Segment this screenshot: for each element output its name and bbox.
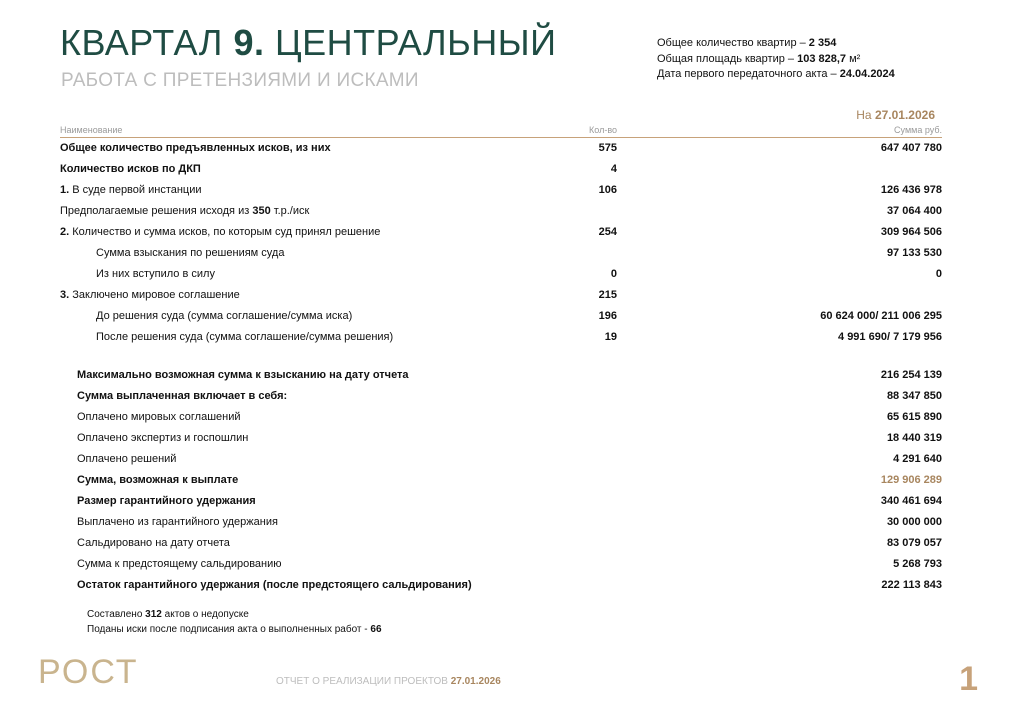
summary-sum: 18 440 319 [886,432,942,444]
page-title [60,22,557,64]
row-label: До решения суда (сумма соглашение/сумма иска) [96,310,353,322]
row-sum: 0 [935,268,942,280]
row-qty: 106 [598,184,617,196]
summary-sum: 5 268 793 [893,558,942,570]
row-sum: 4 991 690/ 7 179 956 [838,331,942,343]
summary-label: Сальдировано на дату отчета [77,537,230,549]
info-area-unit: м² [849,52,861,65]
row-text: Предполагаемые решения исходя из [60,205,250,217]
column-header-sum: Сумма руб. [894,125,942,135]
note-acts-post: актов о недопуске [164,609,249,620]
row-qty: 215 [598,289,617,301]
table-row [0,307,1024,328]
summary-row [0,471,1024,492]
title-suffix: ЦЕНТРАЛЬНЫЙ [274,22,557,63]
row-qty: 196 [598,310,617,322]
summary-sum: 340 461 694 [880,495,942,507]
table-row [0,328,1024,349]
row-text: Количество и сумма исков, по которым суд принял решение [69,226,381,238]
note-acts-pre: Составлено [87,609,143,620]
row-label: Общее количество предъявленных исков, из них [60,142,331,154]
row-sum: 647 407 780 [880,142,942,154]
info-area [657,52,895,68]
info-act-value: 24.04.2024 [839,68,895,80]
info-area-label: Общая площадь квартир – [657,52,795,65]
row-sum: 97 133 530 [886,247,942,259]
summary-row [0,513,1024,534]
note-claims-pre: Поданы иски после подписания акта о выполненных работ - [87,624,368,635]
summary-sum: 222 113 843 [881,579,942,591]
row-label: После решения суда (сумма соглашение/сумма решения) [96,331,394,343]
row-label [60,226,380,238]
row-number: 1. [60,184,70,196]
row-qty: 4 [610,163,617,175]
row-label: Количество исков по ДКП [60,163,201,175]
logo-text: РОСТ [38,653,139,690]
note-claims [87,622,382,637]
summary-row [0,429,1024,450]
as-of-date [856,108,935,122]
title-prefix: КВАРТАЛ [60,22,223,63]
summary-sum: 4 291 640 [893,453,942,465]
row-label: Сумма взыскания по решениям суда [96,247,285,259]
table-row [0,244,1024,265]
as-of-label: На [856,108,872,122]
summary-row [0,366,1024,387]
footer-report-date: 27.01.2026 [450,676,501,687]
table-row [0,286,1024,307]
column-header-qty: Кол-во [589,125,617,135]
project-info [657,36,895,83]
table-row [0,202,1024,223]
as-of-value: 27.01.2026 [874,108,935,122]
info-apartments [657,36,895,52]
summary-sum: 129 906 289 [880,474,942,486]
summary-row [0,576,1024,597]
row-label [60,205,309,217]
summary-sum: 30 000 000 [886,516,942,528]
row-sum: 309 964 506 [880,226,942,238]
row-sum: 126 436 978 [880,184,942,196]
summary-sum: 65 615 890 [886,411,942,423]
table-row [0,139,1024,160]
row-number: 3. [60,289,70,301]
note-acts [87,607,382,622]
notes [87,607,382,637]
summary-row [0,492,1024,513]
row-rate: 350 [252,205,271,217]
info-act-date [657,67,895,83]
row-label [60,289,240,301]
summary-label: Сумма, возможная к выплате [77,474,239,486]
summary-row [0,450,1024,471]
row-number: 2. [60,226,70,238]
summary-label: Сумма к предстоящему сальдированию [77,558,282,570]
row-text-suffix: т.р./иск [270,205,310,217]
summary-row [0,387,1024,408]
header-divider [60,137,942,138]
summary-sum: 83 079 057 [886,537,942,549]
note-claims-value: 66 [370,624,382,635]
rost-logo [36,650,160,690]
row-text: В суде первой инстанции [69,184,202,196]
row-qty: 0 [610,268,617,280]
summary-label: Оплачено решений [77,453,177,465]
row-label [60,184,202,196]
column-header-name: Наименование [60,125,123,135]
summary-label: Выплачено из гарантийного удержания [77,516,278,528]
row-text: Заключено мировое соглашение [69,289,240,301]
row-label: Из них вступило в силу [96,268,215,280]
table-row [0,223,1024,244]
footer-report-label: ОТЧЕТ О РЕАЛИЗАЦИИ ПРОЕКТОВ [276,676,448,687]
table-row [0,265,1024,286]
summary-label: Остаток гарантийного удержания (после предстоящего сальдирования) [77,579,472,591]
page-number: 1 [959,660,978,698]
summary-label: Максимально возможная сумма к взысканию на дату отчета [77,369,409,381]
note-acts-value: 312 [145,609,162,620]
summary-row [0,408,1024,429]
summary-row [0,534,1024,555]
row-sum: 60 624 000/ 211 006 295 [820,310,942,322]
info-act-label: Дата первого передаточного акта – [657,68,837,80]
summary-label: Размер гарантийного удержания [77,495,256,507]
summary-label: Сумма выплаченная включает в себя: [77,390,288,402]
table-row [0,181,1024,202]
row-qty: 575 [598,142,617,154]
summary-row [0,555,1024,576]
row-qty: 254 [598,226,617,238]
summary-sum: 88 347 850 [886,390,942,402]
summary-label: Оплачено мировых соглашений [77,411,241,423]
footer-report [276,676,501,687]
info-apartments-value: 2 354 [808,37,837,49]
summary-label: Оплачено экспертиз и госпошлин [77,432,249,444]
row-sum: 37 064 400 [886,205,942,217]
summary-sum: 216 254 139 [880,369,942,381]
table-row [0,160,1024,181]
row-qty: 19 [604,331,617,343]
title-number: 9. [233,22,265,63]
info-area-value: 103 828,7 [797,52,847,65]
info-apartments-label: Общее количество квартир – [657,37,806,49]
page-subtitle: РАБОТА С ПРЕТЕНЗИЯМИ И ИСКАМИ [61,70,419,91]
